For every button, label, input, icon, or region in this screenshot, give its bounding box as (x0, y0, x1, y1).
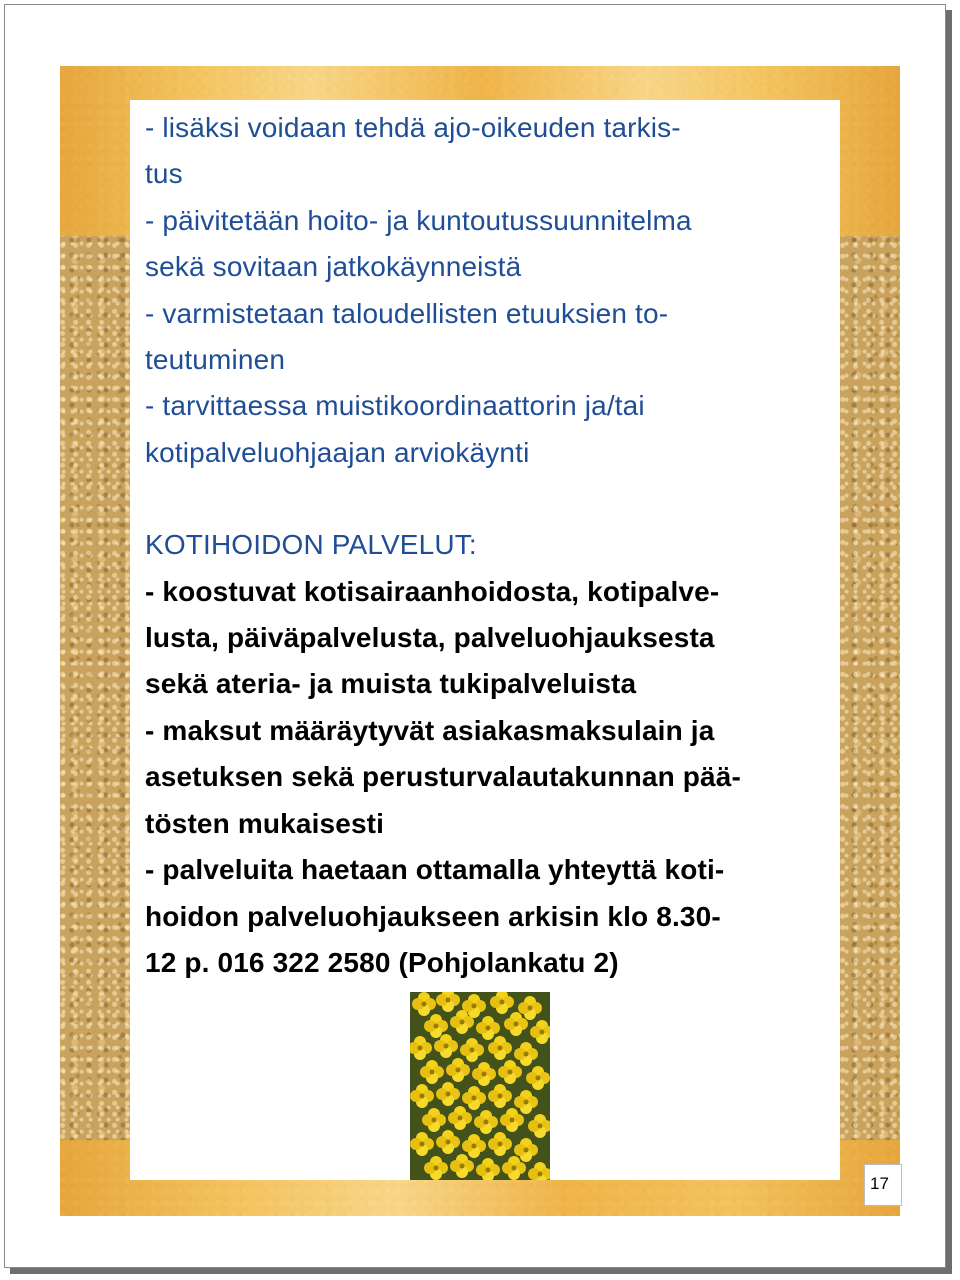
text-line: - maksut määräytyvät asiakasmaksulain ja (145, 714, 715, 746)
text-line: sekä ateria- ja muista tukipalveluista (145, 668, 637, 700)
text-block (145, 105, 825, 986)
text-line: 12 p. 016 322 2580 (Pohjolankatu 2) (145, 946, 619, 978)
text-line: lusta, päiväpalvelusta, palveluohjauksesta (145, 622, 715, 654)
text-line: - koostuvat kotisairaanhoidosta, kotipalve- (145, 575, 720, 607)
text-line: - varmistetaan taloudellisten etuuksien to- (145, 297, 669, 329)
text-line: sekä sovitaan jatkokäynneistä (145, 251, 522, 283)
yellow-flowers-photo (410, 992, 550, 1180)
text-line: - lisäksi voidaan tehdä ajo-oikeuden tarkis- (145, 112, 681, 143)
text-line: kotipalveluohjaajan arviokäynti (145, 436, 530, 468)
text-line: tösten mukaisesti (145, 807, 385, 839)
text-line: - tarvittaessa muistikoordinaattorin ja/tai (145, 390, 645, 422)
page-number: 17 (870, 1174, 889, 1193)
flowers-illustration (410, 992, 550, 1180)
section-spacer (145, 476, 825, 522)
text-line: hoidon palveluohjaukseen arkisin klo 8.30- (145, 900, 721, 932)
text-line: - palveluita haetaan ottamalla yhteyttä koti- (145, 854, 725, 886)
text-line: tus (145, 158, 183, 190)
section-heading: KOTIHOIDON PALVELUT: (145, 529, 477, 561)
text-line: teutuminen (145, 344, 286, 376)
text-line: asetuksen sekä perusturvalautakunnan pää- (145, 761, 741, 793)
text-line: - päivitetään hoito- ja kuntoutussuunnitelma (145, 204, 692, 236)
